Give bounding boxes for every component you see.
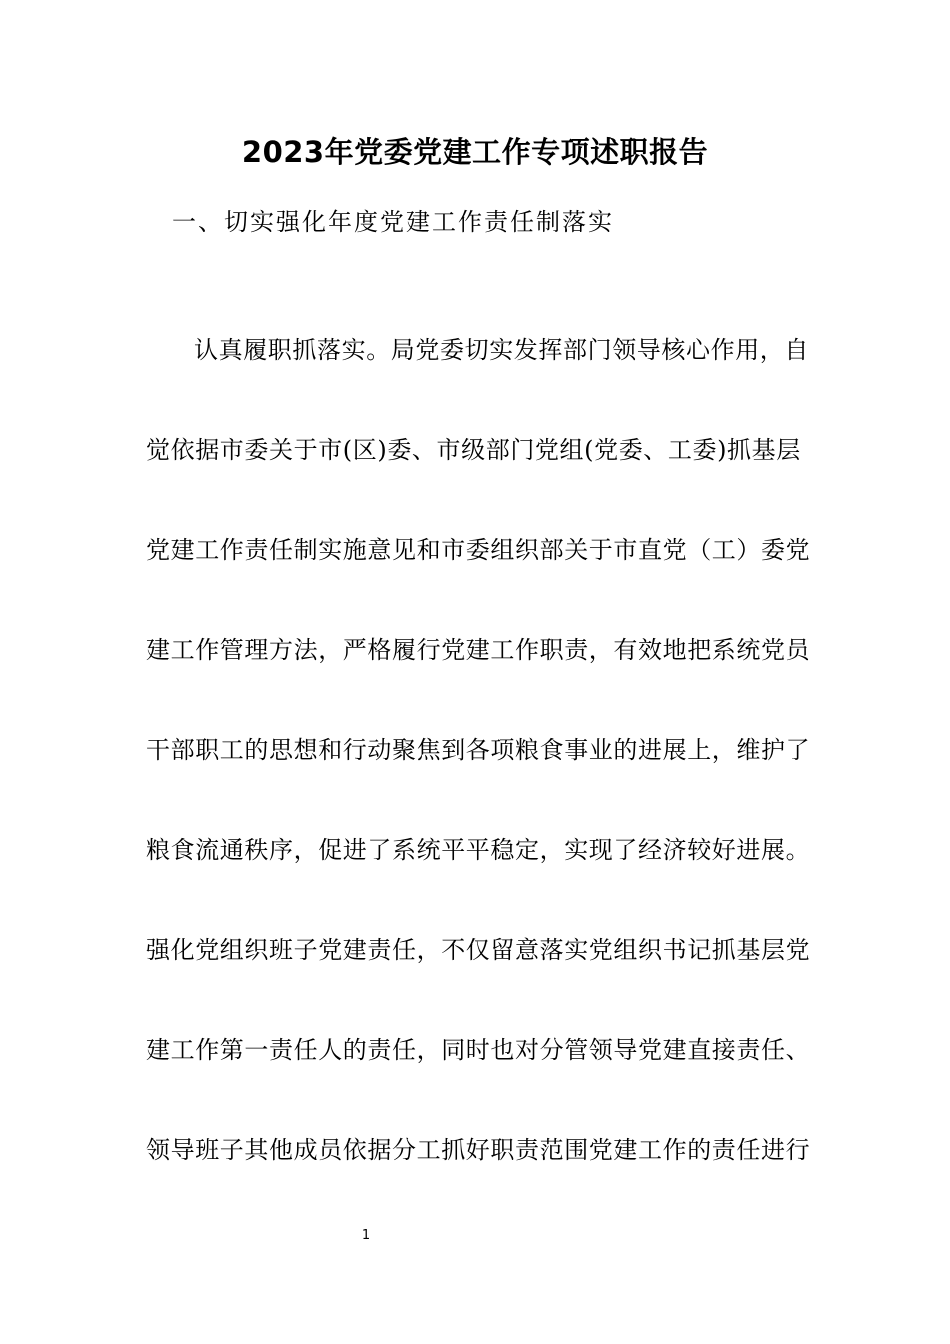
paragraph-line: 领导班子其他成员依据分工抓好职责范围党建工作的责任进行 <box>146 1136 811 1164</box>
paragraph-line: 建工作管理方法，严格履行党建工作职责，有效地把系统党员 <box>146 636 811 664</box>
page-number: 1 <box>361 1228 371 1243</box>
document-title: 2023年党委党建工作专项述职报告 <box>241 135 709 169</box>
paragraph-line: 党建工作责任制实施意见和市委组织部关于市直党（工）委党 <box>146 536 811 564</box>
paragraph-line: 强化党组织班子党建责任，不仅留意落实党组织书记抓基层党 <box>146 936 811 964</box>
section-heading: 一、切实强化年度党建工作责任制落实 <box>172 208 614 236</box>
body-text <box>146 300 811 1200</box>
paragraph-line: 干部职工的思想和行动聚焦到各项粮食事业的进展上，维护了 <box>146 736 811 764</box>
paragraph-line: 觉依据市委关于市(区)委、市级部门党组(党委、工委)抓基层 <box>146 436 801 464</box>
paragraph-line: 建工作第一责任人的责任，同时也对分管领导党建直接责任、 <box>146 1036 811 1064</box>
paragraph-line: 认真履职抓落实。局党委切实发挥部门领导核心作用，自 <box>194 336 809 364</box>
paragraph-line: 粮食流通秩序，促进了系统平平稳定，实现了经济较好进展。 <box>146 836 811 864</box>
